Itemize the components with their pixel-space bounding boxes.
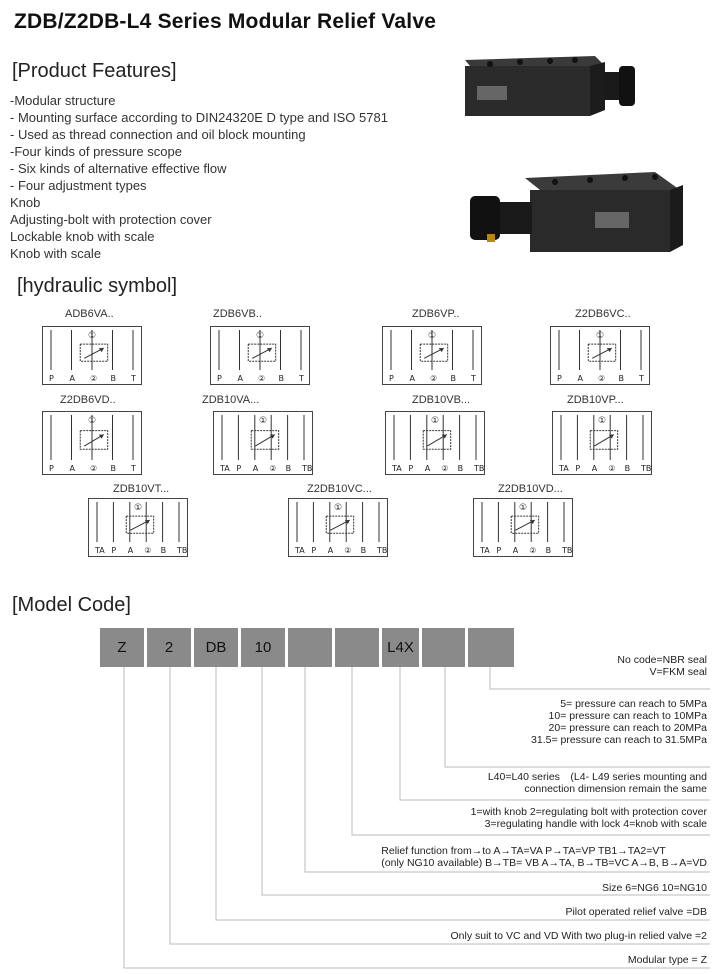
hydraulic-symbol [88, 498, 188, 557]
symbol-marker: ① [88, 416, 97, 426]
port-label: ② [90, 464, 98, 473]
explanation-function: Relief function from→to A→TA=VA P→TA=VP TB1→TA2=VT (only NG10 available) B→TB= VB A→TA, B→TB=VC A→B, B→A=VD [381, 845, 707, 869]
feature-item: Knob [10, 195, 41, 210]
code-cell-series: L4X [382, 628, 422, 667]
model-code-bar [100, 628, 514, 667]
explanation-adjustment: 1=with knob 2=regulating bolt with protection cover 3=regulating handle with lock 4=knob with scale [470, 806, 707, 830]
port-label: B [450, 374, 456, 383]
port-label: TA [559, 464, 569, 473]
port-label: P [389, 374, 394, 383]
port-label: B [360, 546, 367, 555]
port-label: A [252, 464, 259, 473]
hydraulic-symbol [550, 326, 650, 385]
port-label: TA [480, 546, 490, 555]
explanation-size: Size 6=NG6 10=NG10 [601, 882, 707, 894]
port-label: TB [177, 546, 187, 555]
port-label: T [131, 374, 136, 383]
port-label: ② [144, 546, 152, 555]
hydraulic-symbol [42, 411, 142, 475]
symbol-label: Z2DB10VD... [498, 483, 563, 495]
port-label: P [496, 546, 502, 555]
symbol-marker: ① [596, 331, 605, 341]
port-label: B [457, 464, 464, 473]
hydraulic-symbol [552, 411, 652, 475]
port-label: T [131, 464, 136, 473]
port-label: B [618, 374, 624, 383]
code-cell-seal [468, 628, 514, 667]
port-label: T [639, 374, 644, 383]
port-label: P [557, 374, 562, 383]
hydraulic-symbol [213, 411, 313, 475]
code-cell-size: 10 [241, 628, 288, 667]
port-label: TB [562, 546, 572, 555]
port-label: ② [598, 374, 606, 383]
hydraulic-symbol [473, 498, 573, 557]
port-label: B [545, 546, 552, 555]
hydraulic-symbol [42, 326, 142, 385]
port-label: A [327, 546, 334, 555]
port-label: ② [90, 374, 98, 383]
port-label: ② [344, 546, 352, 555]
explanation-modular: Modular type = Z [627, 954, 707, 966]
valve-photo-bottom [455, 150, 690, 260]
symbol-label: ZDB10VA... [202, 394, 260, 406]
code-cell-function [288, 628, 335, 667]
feature-item: -Modular structure [10, 93, 116, 108]
port-label: P [217, 374, 222, 383]
port-label: P [236, 464, 242, 473]
symbol-label: ZDB10VP... [567, 394, 624, 406]
feature-item: - Six kinds of alternative effective flow [10, 161, 227, 176]
symbol-label: ZDB6VP.. [412, 308, 460, 320]
page-title: ZDB/Z2DB-L4 Series Modular Relief Valve [14, 10, 437, 33]
symbol-label: Z2DB6VD.. [60, 394, 116, 406]
port-label: TA [295, 546, 305, 555]
port-label: A [409, 374, 415, 383]
hydraulic-symbol [288, 498, 388, 557]
port-label: ② [529, 546, 537, 555]
port-label: A [512, 546, 519, 555]
feature-item: Knob with scale [10, 246, 102, 261]
feature-item: Adjusting-bolt with protection cover [10, 212, 212, 227]
symbol-marker: ① [134, 503, 143, 513]
symbol-label: ZDB10VB... [412, 394, 471, 406]
symbol-label: ZDB10VT... [113, 483, 170, 495]
symbol-marker: ① [88, 331, 97, 341]
port-label: B [285, 464, 292, 473]
symbol-marker: ① [598, 416, 607, 426]
symbol-marker: ① [431, 416, 440, 426]
symbol-label: ZDB6VB.. [213, 308, 262, 320]
explanation-plug-in: Only suit to VC and VD With two plug-in relied valve =2 [450, 930, 707, 942]
port-label: A [237, 374, 243, 383]
explanation-pressure: 5= pressure can reach to 5MPa 10= pressure can reach to 10MPa 20= pressure can reach to 20MPa 31.5= pressure can reach to 31.5MPa [531, 698, 707, 746]
section-product-features: [Product Features] [12, 60, 177, 82]
port-label: B [624, 464, 631, 473]
port-label: B [160, 546, 167, 555]
port-label: TB [302, 464, 312, 473]
feature-item: - Used as thread connection and oil block mounting [10, 127, 306, 142]
port-label: A [591, 464, 598, 473]
port-label: P [49, 464, 54, 473]
symbol-marker: ① [334, 503, 343, 513]
port-label: A [69, 374, 75, 383]
port-label: P [575, 464, 581, 473]
port-label: P [311, 546, 317, 555]
port-label: TB [641, 464, 651, 473]
port-label: TB [377, 546, 387, 555]
port-label: T [299, 374, 304, 383]
symbol-label: Z2DB6VC.. [575, 308, 631, 320]
feature-list [10, 92, 388, 262]
port-label: A [69, 464, 75, 473]
hydraulic-symbol [210, 326, 310, 385]
port-label: B [110, 374, 116, 383]
code-cell-type: DB [194, 628, 241, 667]
symbol-label: ADB6VA.. [65, 308, 114, 320]
port-label: TA [95, 546, 105, 555]
port-label: T [471, 374, 476, 383]
hydraulic-symbol [385, 411, 485, 475]
port-label: ② [269, 464, 277, 473]
port-label: A [127, 546, 134, 555]
feature-item: - Four adjustment types [10, 178, 147, 193]
port-label: P [49, 374, 54, 383]
port-label: B [110, 464, 116, 473]
explanation-valve-type: Pilot operated relief valve =DB [565, 906, 707, 918]
explanation-series: L40=L40 series (L4- L49 series mounting and connection dimension remain the same [487, 771, 707, 795]
valve-photo-top [455, 48, 640, 123]
port-label: P [111, 546, 117, 555]
port-label: ② [430, 374, 438, 383]
port-label: ② [441, 464, 449, 473]
port-label: A [424, 464, 431, 473]
port-label: TB [474, 464, 484, 473]
port-label: ② [258, 374, 266, 383]
port-label: TA [392, 464, 402, 473]
explanation-seal: No code=NBR seal V=FKM seal [617, 654, 707, 678]
symbol-marker: ① [428, 331, 437, 341]
feature-item: Lockable knob with scale [10, 229, 155, 244]
code-cell-adjustment [335, 628, 382, 667]
port-label: P [408, 464, 414, 473]
code-cell-plug-in: 2 [147, 628, 194, 667]
port-label: A [577, 374, 583, 383]
port-label: ② [608, 464, 616, 473]
code-cell-modular: Z [100, 628, 147, 667]
section-model-code: [Model Code] [12, 594, 131, 616]
section-hydraulic-symbol: [hydraulic symbol] [17, 275, 178, 297]
symbol-marker: ① [259, 416, 268, 426]
symbol-label: Z2DB10VC... [307, 483, 372, 495]
feature-item: - Mounting surface according to DIN24320E D type and ISO 5781 [10, 110, 388, 125]
hydraulic-symbol [382, 326, 482, 385]
port-label: TA [220, 464, 230, 473]
symbol-marker: ① [519, 503, 528, 513]
symbol-marker: ① [256, 331, 265, 341]
port-label: B [278, 374, 284, 383]
code-cell-pressure [422, 628, 468, 667]
feature-item: -Four kinds of pressure scope [10, 144, 182, 159]
